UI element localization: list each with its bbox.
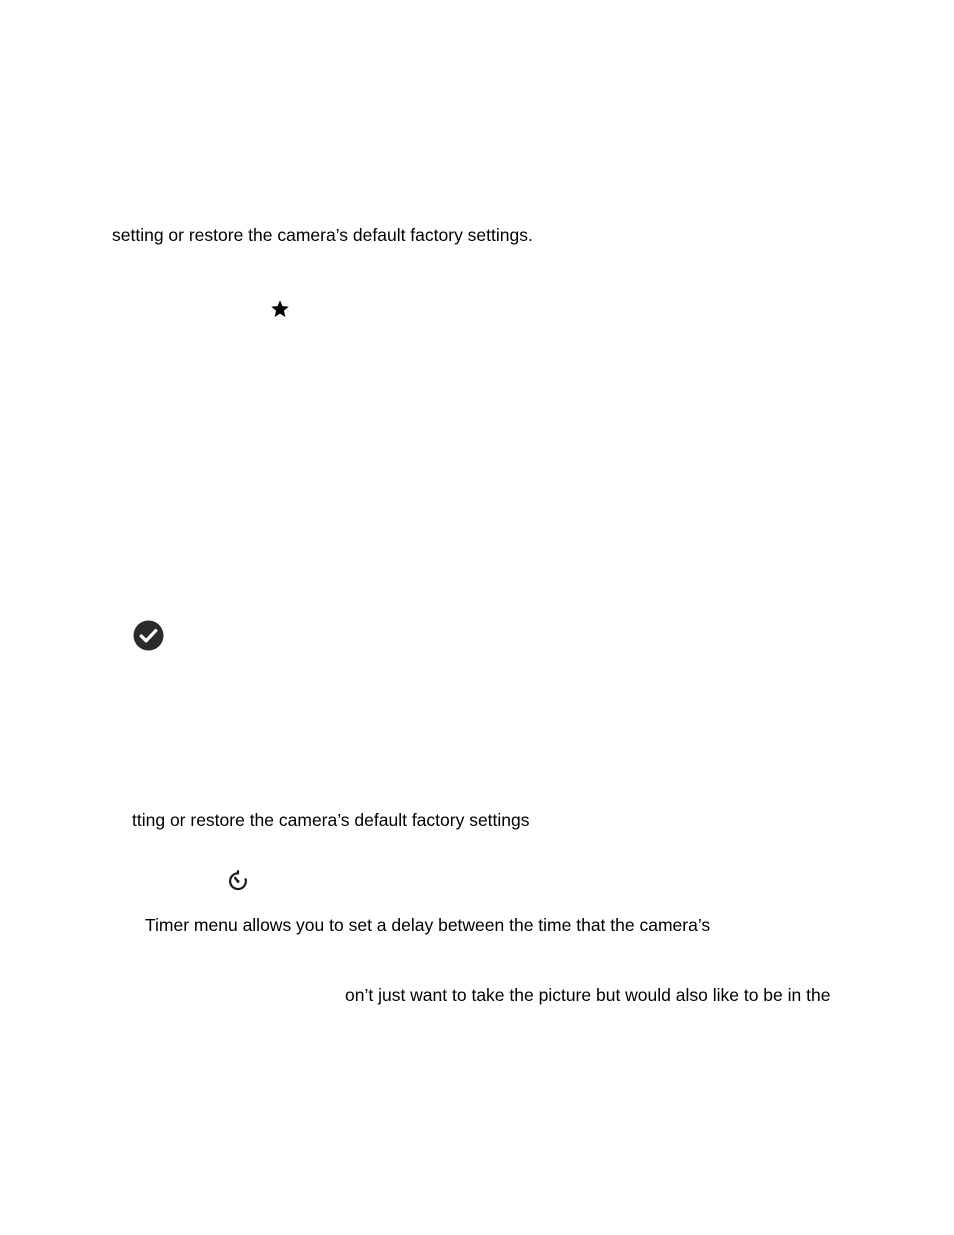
self-timer-icon: [227, 870, 249, 892]
body-text-line: Timer menu allows you to set a delay between the time that the camera’s: [145, 915, 711, 935]
star-icon: [270, 299, 290, 319]
body-text-line: setting or restore the camera’s default factory settings.: [112, 225, 533, 245]
body-text-line: tting or restore the camera’s default factory settings: [132, 810, 530, 830]
body-text-line: on’t just want to take the picture but would also like to be in the: [345, 985, 831, 1005]
checkmark-circle-icon: [133, 620, 164, 651]
